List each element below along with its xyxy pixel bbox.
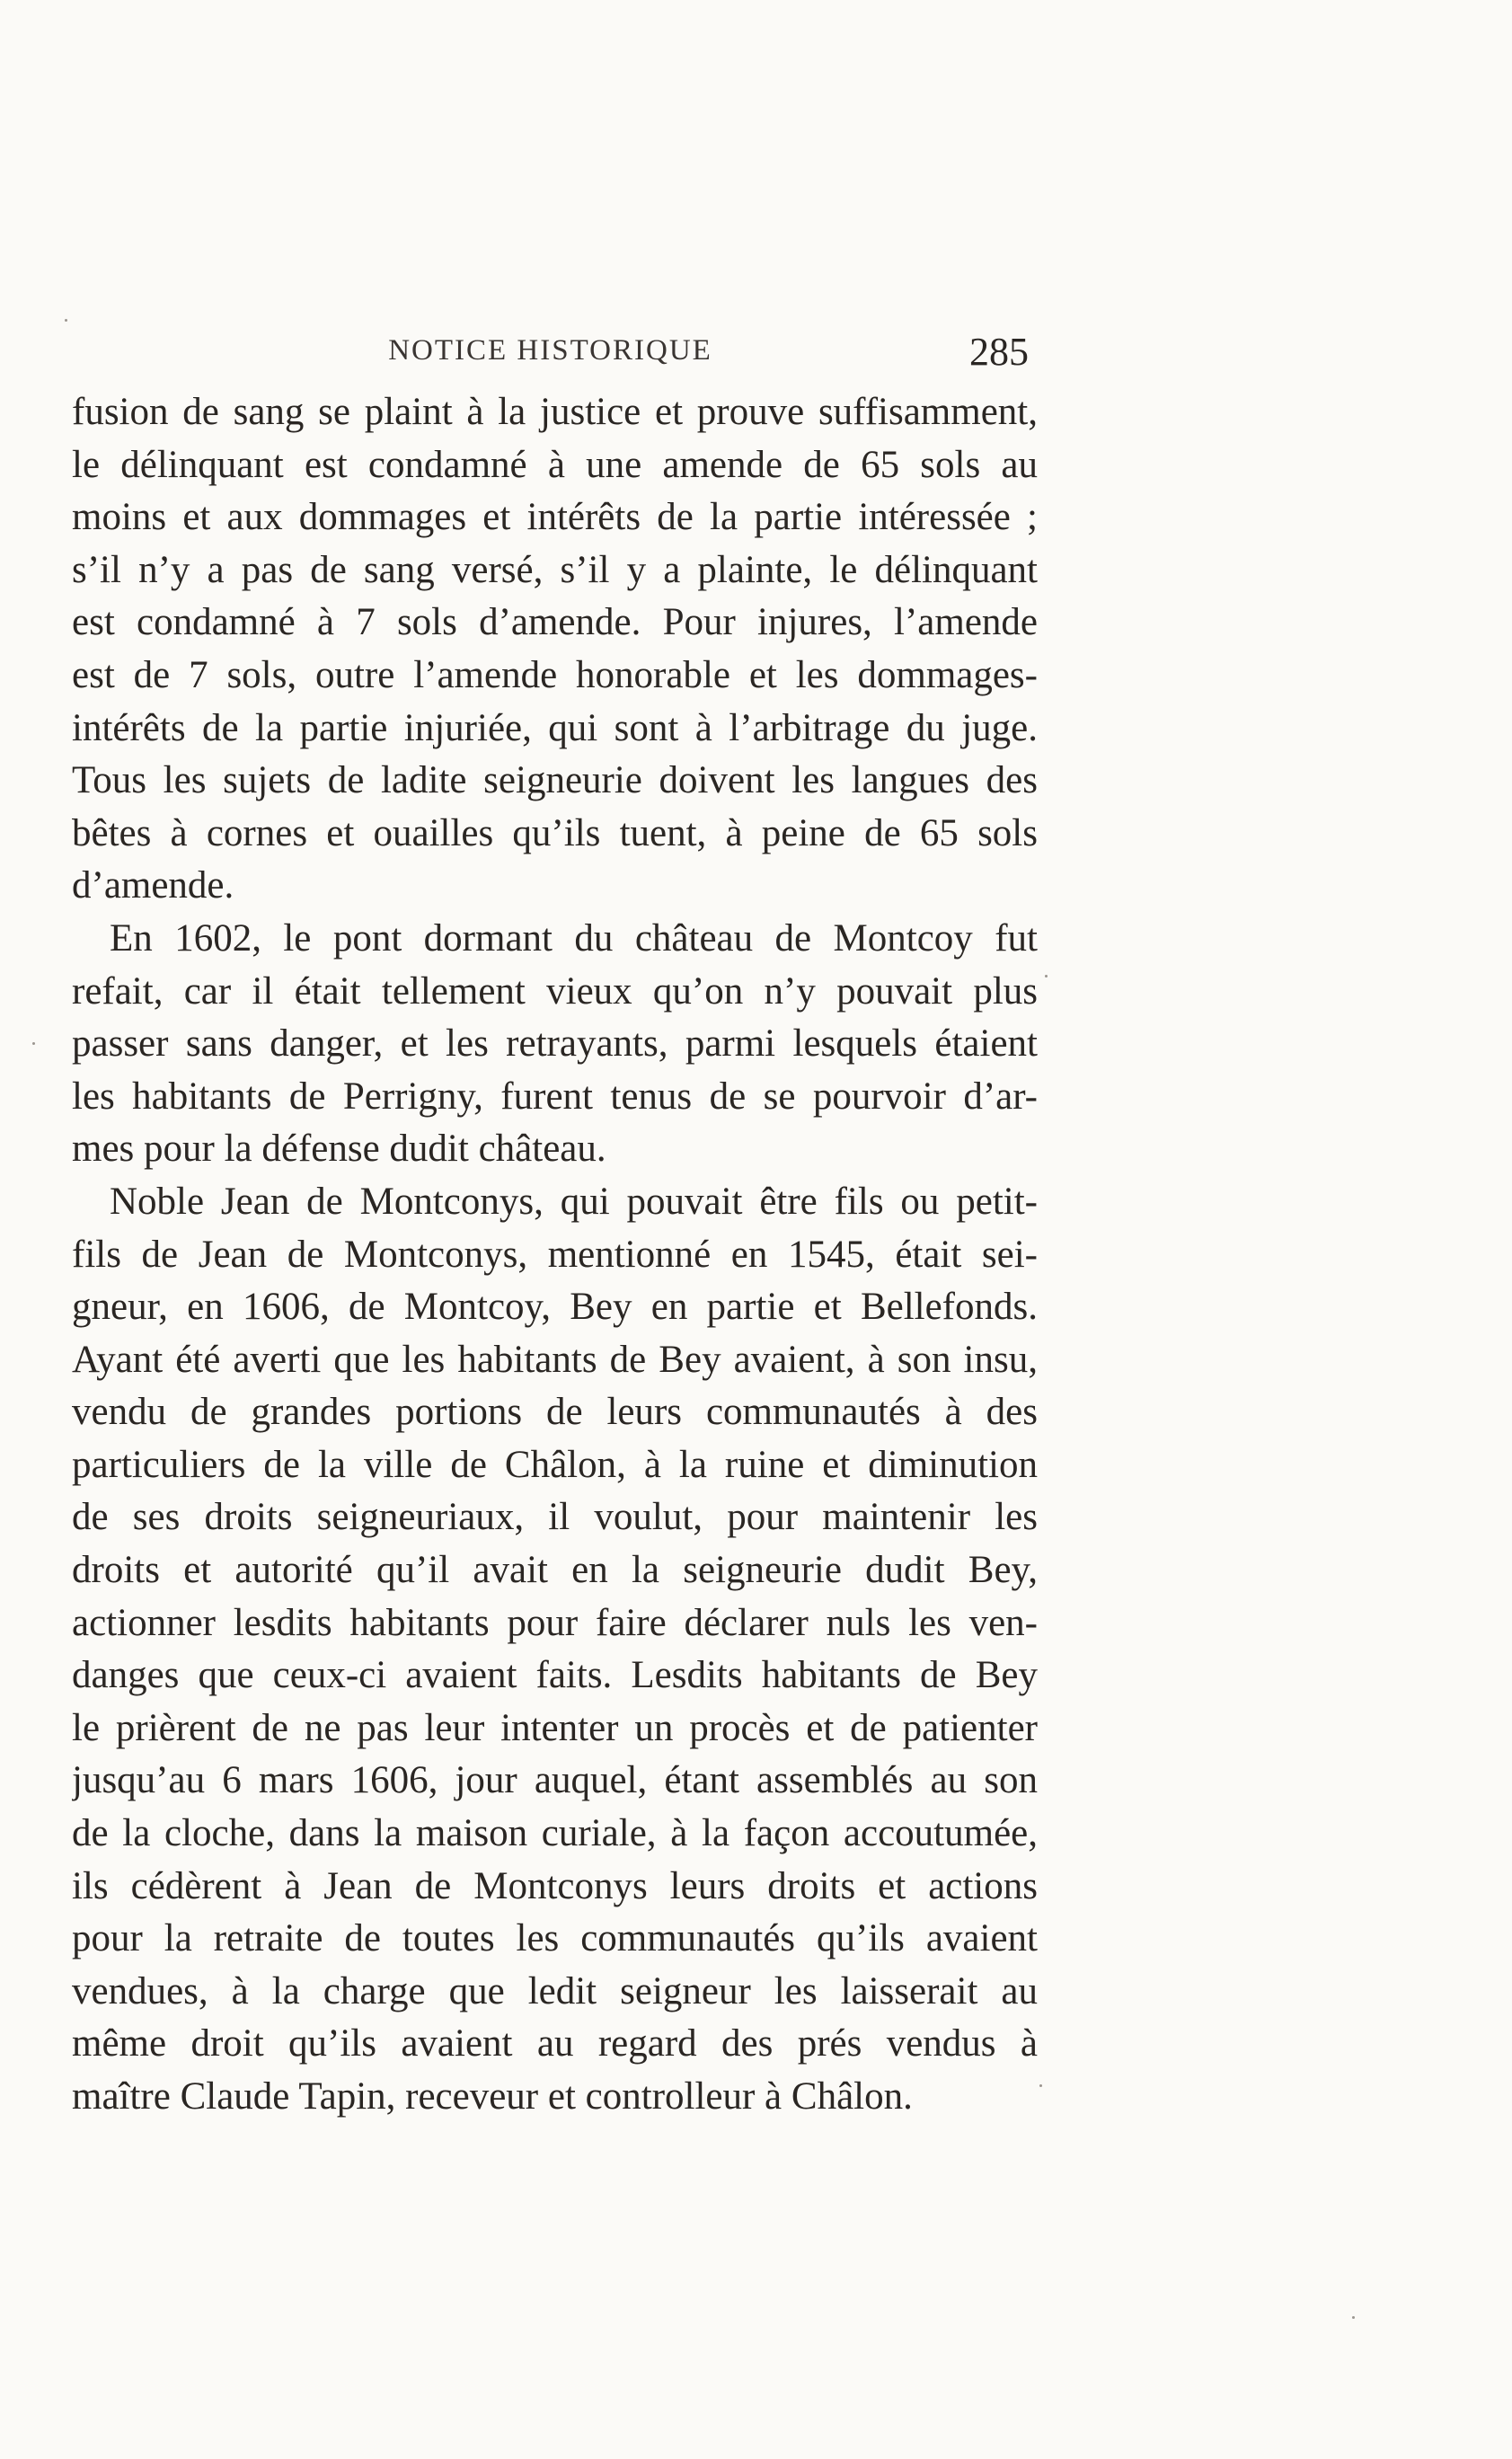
scan-speck: [1045, 975, 1048, 977]
text-line: particuliers de la ville de Châlon, à la ruine et diminution: [72, 1443, 1038, 1486]
paragraph-1: [72, 386, 1038, 913]
text-line: Noble Jean de Montconys, qui pouvait être fils ou petit-: [110, 1180, 1038, 1223]
text-line: d’amende.: [72, 864, 234, 907]
text-line: danges que ceux-ci avaient faits. Lesdits habitants de Bey: [72, 1654, 1038, 1697]
scan-speck: [65, 319, 67, 322]
text-line: le prièrent de ne pas leur intenter un procès et de patienter: [72, 1706, 1038, 1749]
text-line: fusion de sang se plaint à la justice et prouve suffisamment,: [72, 391, 1038, 433]
text-line: maître Claude Tapin, receveur et controlleur à Châlon.: [72, 2075, 913, 2118]
text-line: En 1602, le pont dormant du château de Montcoy fut: [110, 916, 1038, 960]
page-number: 285: [969, 330, 1029, 374]
text-line: Ayant été averti que les habitants de Bey avaient, à son insu,: [72, 1338, 1038, 1381]
scan-speck: [1352, 2316, 1355, 2319]
text-line: le délinquant est condamné à une amende de 65 sols au: [72, 443, 1038, 486]
text-line: passer sans danger, et les retrayants, parmi lesquels étaient: [72, 1022, 1038, 1066]
text-line: de ses droits seigneuriaux, il voulut, pour maintenir les: [72, 1496, 1038, 1539]
text-line: s’il n’y a pas de sang versé, s’il y a plainte, le délinquant: [72, 548, 1038, 591]
scan-speck: [1039, 2084, 1042, 2087]
scan-speck: [32, 1042, 35, 1045]
running-title: NOTICE HISTORIQUE: [388, 334, 712, 367]
text-line: jusqu’au 6 mars 1606, jour auquel, étant assemblés au son: [72, 1759, 1038, 1802]
text-line: même droit qu’ils avaient au regard des prés vendus à: [72, 2022, 1038, 2065]
text-line: ils cédèrent à Jean de Montconys leurs droits et actions: [72, 1864, 1038, 1907]
text-line: Tous les sujets de ladite seigneurie doivent les langues des: [72, 759, 1038, 802]
text-line: intérêts de la partie injuriée, qui sont à l’arbitrage du juge.: [72, 706, 1038, 749]
paragraph-3: [72, 1176, 1038, 2124]
page-header: [72, 330, 1029, 385]
text-line: vendues, à la charge que ledit seigneur les laisserait au: [72, 1969, 1038, 2012]
body-text: [72, 386, 1038, 2124]
text-line: gneur, en 1606, de Montcoy, Bey en partie et Bellefonds.: [72, 1286, 1038, 1329]
text-line: de la cloche, dans la maison curiale, à la façon accoutumée,: [72, 1812, 1038, 1855]
text-line: refait, car il était tellement vieux qu’on n’y pouvait plus: [72, 969, 1038, 1013]
text-line: pour la retraite de toutes les communautés qu’ils avaient: [72, 1917, 1038, 1960]
text-line: actionner lesdits habitants pour faire déclarer nuls les ven-: [72, 1601, 1038, 1644]
paragraph-2: [72, 913, 1038, 1176]
text-line: fils de Jean de Montconys, mentionné en 1545, était sei-: [72, 1233, 1038, 1276]
text-line: mes pour la défense dudit château.: [72, 1128, 606, 1171]
text-line: est condamné à 7 sols d’amende. Pour injures, l’amende: [72, 601, 1038, 644]
text-line: moins et aux dommages et intérêts de la partie intéressée ;: [72, 496, 1038, 539]
text-line: les habitants de Perrigny, furent tenus de se pourvoir d’ar-: [72, 1075, 1038, 1118]
text-line: est de 7 sols, outre l’amende honorable et les dommages-: [72, 653, 1038, 696]
text-line: droits et autorité qu’il avait en la seigneurie dudit Bey,: [72, 1549, 1038, 1592]
text-line: vendu de grandes portions de leurs communautés à des: [72, 1391, 1038, 1434]
text-line: bêtes à cornes et ouailles qu’ils tuent, à peine de 65 sols: [72, 811, 1038, 854]
